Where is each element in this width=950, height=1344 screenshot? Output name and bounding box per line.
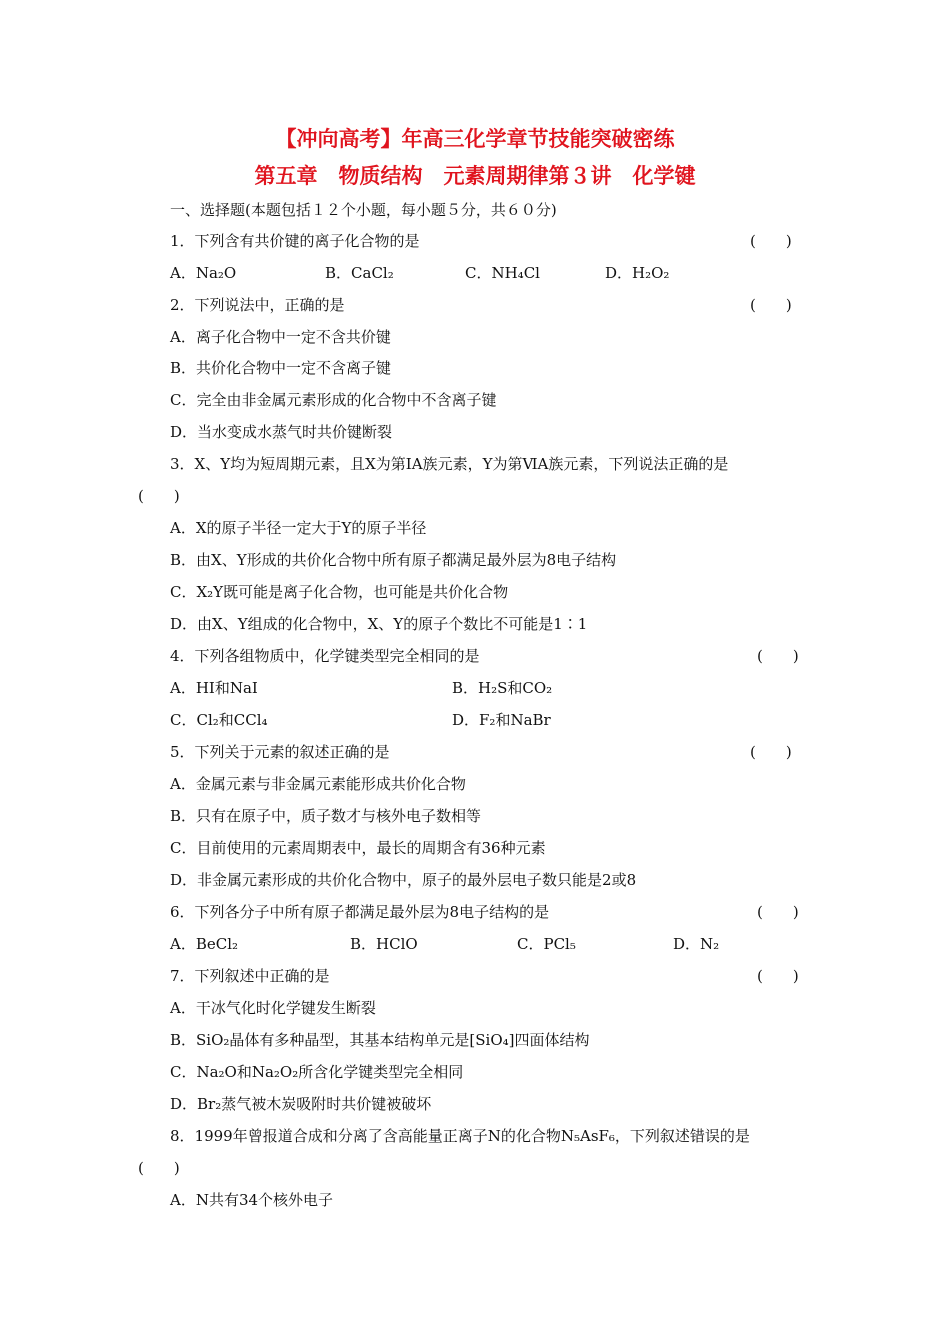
question-4-option-c: C．Cl₂和CCl₄ bbox=[170, 711, 268, 729]
question-5-option-c: C．目前使用的元素周期表中，最长的周期含有36种元素 bbox=[170, 839, 546, 857]
question-5-option-d: D．非金属元素形成的共价化合物中，原子的最外层电子数只能是2或8 bbox=[170, 871, 637, 889]
question-7-stem: 7．下列叙述中正确的是 bbox=[170, 967, 330, 985]
question-6-option-a: A．BeCl₂ bbox=[170, 935, 239, 953]
question-2-option-b: B．共价化合物中一定不含离子键 bbox=[170, 359, 392, 377]
question-3-stem: 3．X、Y均为短周期元素，且X为第ⅠA族元素，Y为第ⅥA族元素，下列说法正确的是 bbox=[170, 455, 729, 473]
question-1-option-a: A．Na₂O bbox=[170, 264, 237, 282]
question-1-option-b: B．CaCl₂ bbox=[325, 264, 394, 282]
question-1-option-d: D．H₂O₂ bbox=[605, 264, 670, 282]
question-5-stem: 5．下列关于元素的叙述正确的是 bbox=[170, 743, 390, 761]
question-6-option-c: C．PCl₅ bbox=[517, 935, 576, 953]
question-6-answer-blank: ( ) bbox=[757, 903, 799, 921]
question-2-option-d: D．当水变成水蒸气时共价键断裂 bbox=[170, 423, 393, 441]
question-8-answer-blank: ( ) bbox=[138, 1159, 180, 1177]
question-3-option-c: C．X₂Y既可能是离子化合物，也可能是共价化合物 bbox=[170, 583, 509, 601]
question-8-stem: 8．1999年曾报道合成和分离了含高能量正离子N的化合物N₅AsF₆，下列叙述错误的是 bbox=[170, 1127, 750, 1145]
question-2-stem: 2．下列说法中，正确的是 bbox=[170, 296, 345, 314]
question-4-answer-blank: ( ) bbox=[757, 647, 799, 665]
chapter-title: 第五章 物质结构 元素周期律第３讲 化学键 bbox=[254, 164, 696, 188]
question-3-option-a: A．X的原子半径一定大于Y的原子半径 bbox=[170, 519, 427, 537]
question-6-option-b: B．HClO bbox=[350, 935, 418, 953]
question-7-option-b: B．SiO₂晶体有多种晶型，其基本结构单元是[SiO₄]四面体结构 bbox=[170, 1031, 590, 1049]
question-2-answer-blank: ( ) bbox=[750, 296, 792, 314]
question-3-option-b: B．由X、Y形成的共价化合物中所有原子都满足最外层为8电子结构 bbox=[170, 551, 617, 569]
question-3-option-d: D．由X、Y组成的化合物中，X、Y的原子个数比不可能是1∶1 bbox=[170, 615, 588, 633]
question-8-option-a: A．N共有34个核外电子 bbox=[170, 1191, 334, 1209]
question-7-option-a: A．干冰气化时化学键发生断裂 bbox=[170, 999, 376, 1017]
question-4-option-b: B．H₂S和CO₂ bbox=[452, 679, 553, 697]
question-7-answer-blank: ( ) bbox=[757, 967, 799, 985]
question-1-option-c: C．NH₄Cl bbox=[465, 264, 540, 282]
question-7-option-c: C．Na₂O和Na₂O₂所含化学键类型完全相同 bbox=[170, 1063, 464, 1081]
question-1-answer-blank: ( ) bbox=[750, 232, 792, 250]
question-7-option-d: D．Br₂蒸气被木炭吸附时共价键被破坏 bbox=[170, 1095, 432, 1113]
question-5-answer-blank: ( ) bbox=[750, 743, 792, 761]
question-4-option-d: D．F₂和NaBr bbox=[452, 711, 551, 729]
question-4-option-a: A．HI和NaI bbox=[170, 679, 258, 697]
question-2-option-a: A．离子化合物中一定不含共价键 bbox=[170, 328, 391, 346]
section-heading: 一、选择题(本题包括１２个小题，每小题５分，共６０分) bbox=[170, 201, 557, 219]
question-4-stem: 4．下列各组物质中，化学键类型完全相同的是 bbox=[170, 647, 480, 665]
question-3-answer-blank: ( ) bbox=[138, 487, 180, 505]
question-6-option-d: D．N₂ bbox=[673, 935, 720, 953]
question-1-stem: 1．下列含有共价键的离子化合物的是 bbox=[170, 232, 420, 250]
document-title: 【冲向高考】年高三化学章节技能突破密练 bbox=[275, 127, 675, 151]
question-2-option-c: C．完全由非金属元素形成的化合物中不含离子键 bbox=[170, 391, 497, 409]
question-5-option-b: B．只有在原子中，质子数才与核外电子数相等 bbox=[170, 807, 482, 825]
question-5-option-a: A．金属元素与非金属元素能形成共价化合物 bbox=[170, 775, 466, 793]
question-6-stem: 6．下列各分子中所有原子都满足最外层为8电子结构的是 bbox=[170, 903, 550, 921]
